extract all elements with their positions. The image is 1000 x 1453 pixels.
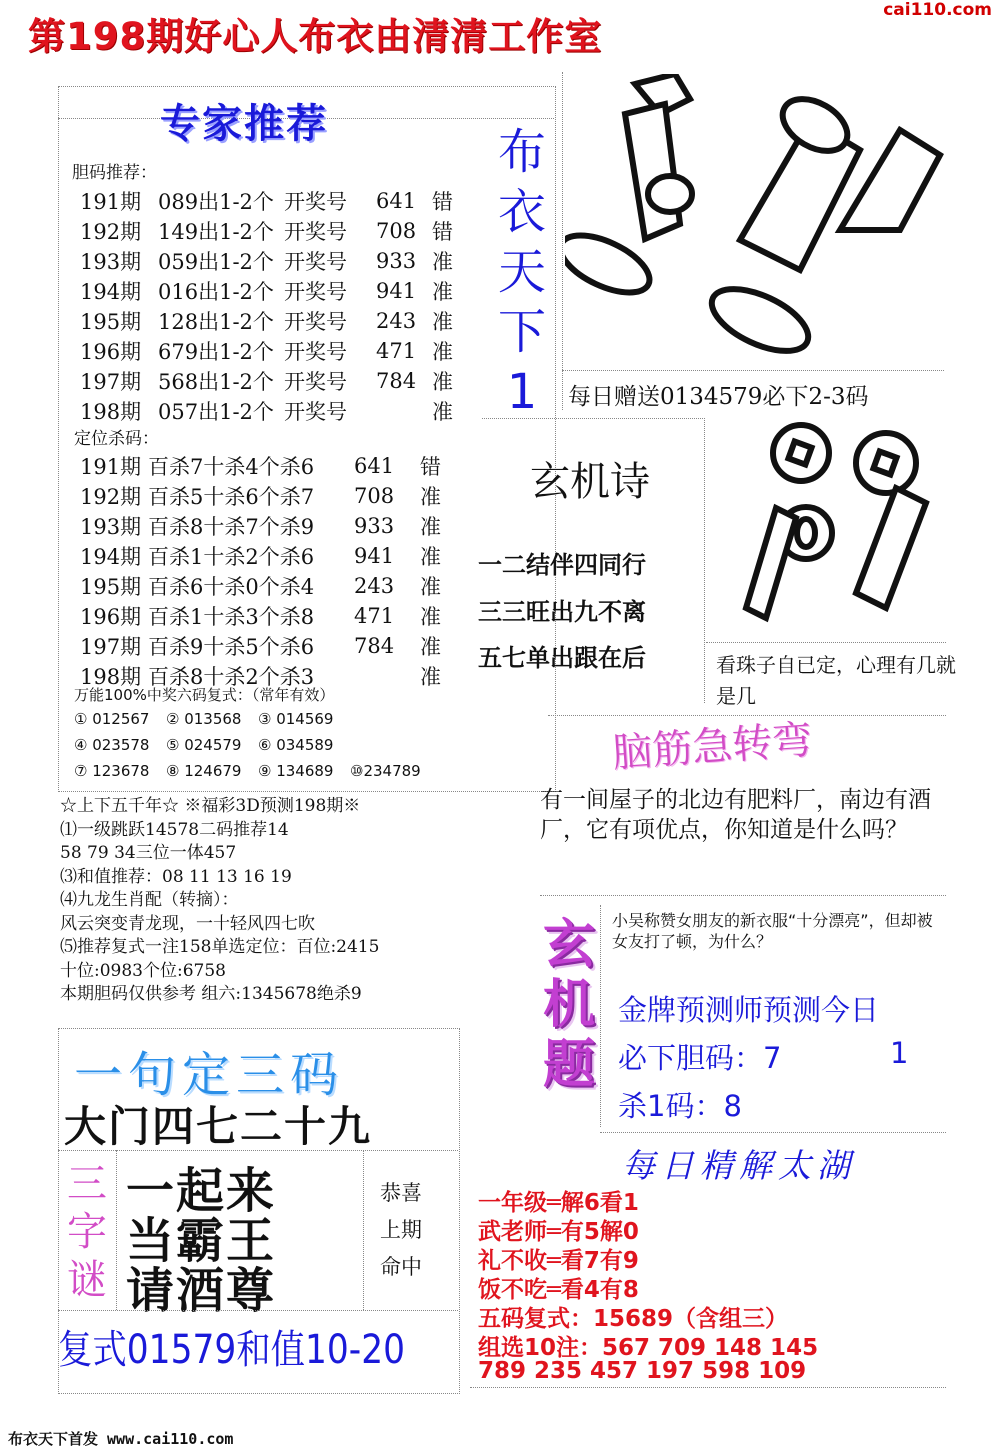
sanzimi-line-1: 一起来 xyxy=(126,1163,277,1219)
result: 准 xyxy=(432,370,453,394)
pick: 128出1-2个 xyxy=(158,310,274,334)
buyi-vertical-title xyxy=(492,122,552,422)
taihu-line: 789 235 457 197 598 109 xyxy=(478,1358,807,1384)
fc3d-line: ☆上下五千年☆ ※福彩3D预测198期※ xyxy=(60,796,361,816)
issue: 195期 xyxy=(80,575,142,599)
coins-image xyxy=(706,418,946,643)
issue: 193期 xyxy=(80,250,142,274)
bead-note: 看珠子自已定，心理有几就是几 xyxy=(716,653,956,708)
six-code: ③ 014569 xyxy=(258,710,334,728)
title-char: 题 xyxy=(542,1035,595,1095)
tag: 开奖号 xyxy=(284,340,347,364)
draw-number xyxy=(376,396,432,426)
issue: 195期 xyxy=(80,310,142,334)
draw-number: 784 xyxy=(376,369,417,393)
fc3d-line: 58 79 34三位一体457 xyxy=(60,843,237,863)
issue: 194期 xyxy=(80,545,142,569)
vertical-char: 布 xyxy=(497,124,546,180)
expert-title: 专家推荐 xyxy=(160,101,328,147)
result: 错 xyxy=(420,455,441,479)
taihu-line: 饭不吃═看4有8 xyxy=(478,1277,639,1303)
pick: 百杀8十杀2个杀3 xyxy=(148,665,315,689)
fc3d-line: ⑴一级跳跃14578二码推荐14 xyxy=(60,819,289,840)
xuanji-ti-title xyxy=(538,915,600,1095)
kill-row xyxy=(80,631,450,661)
yiju-answer: 大门四七二十九 xyxy=(64,1102,373,1151)
page-title: 第198期好心人布衣由清清工作室 xyxy=(28,15,603,58)
taihu-title: 每日精解太湖 xyxy=(622,1146,856,1185)
six-row xyxy=(74,710,442,736)
result: 准 xyxy=(420,485,441,509)
gold-line-2: 必下胆码：7 xyxy=(618,1041,782,1075)
label-char: 字 xyxy=(67,1209,107,1255)
result: 准 xyxy=(420,545,441,569)
poem-line-3: 五七单出跟在后 xyxy=(478,644,646,672)
congrats-line: 恭喜 xyxy=(380,1181,422,1205)
issue: 198期 xyxy=(80,400,142,424)
draw-number xyxy=(354,661,420,691)
tag: 开奖号 xyxy=(284,400,347,424)
fc3d-line: 十位:0983个位:6758 xyxy=(60,960,226,981)
congrats-note xyxy=(380,1175,440,1286)
riddle-text: 小吴称赞女朋友的新衣服“十分漂亮”，但却被女友打了顿，为什么？ xyxy=(612,911,933,951)
result: 准 xyxy=(432,250,453,274)
gold-line-3: 杀1码：8 xyxy=(618,1089,742,1123)
kill-row xyxy=(80,571,450,601)
pick: 057出1-2个 xyxy=(158,400,274,424)
issue: 191期 xyxy=(80,455,142,479)
draw-number: 708 xyxy=(376,219,417,243)
yiju-title: 一句定三码 xyxy=(74,1047,345,1103)
issue: 196期 xyxy=(80,340,142,364)
congrats-line: 命中 xyxy=(380,1255,422,1279)
draw-number: 641 xyxy=(376,189,417,213)
six-label: 万能100%中奖六码复式：（常年有效） xyxy=(74,686,335,704)
poem-line-1: 一二结伴四同行 xyxy=(478,551,646,579)
pick: 百杀1十杀3个杀8 xyxy=(148,605,315,629)
brain-title: 脑筋急转弯 xyxy=(610,717,814,777)
dan-label: 胆码推荐： xyxy=(72,163,157,183)
issue: 192期 xyxy=(80,485,142,509)
six-code: ⑤ 024579 xyxy=(166,736,242,754)
vertical-char: 天 xyxy=(497,244,546,300)
tag: 开奖号 xyxy=(284,280,347,304)
brain-bottom-divider xyxy=(540,895,946,896)
draw-number: 941 xyxy=(354,544,395,568)
dan-row xyxy=(80,216,462,246)
dan-table xyxy=(80,186,462,426)
gift-divider xyxy=(562,370,944,371)
draw-number: 243 xyxy=(376,309,417,333)
draw-number: 243 xyxy=(354,574,395,598)
result: 准 xyxy=(420,635,441,659)
six-code: ② 013568 xyxy=(166,710,242,728)
six-code-list xyxy=(74,710,442,788)
bead-divider xyxy=(706,642,946,643)
gold-line-2b: 1 xyxy=(890,1036,909,1070)
fc3d-line: ⑷九龙生肖配（转摘）： xyxy=(60,890,239,910)
pick: 059出1-2个 xyxy=(158,250,274,274)
taihu-box-border xyxy=(470,1135,946,1388)
issue: 194期 xyxy=(80,280,142,304)
draw-number: 941 xyxy=(376,279,417,303)
fushi-summary: 复式01579和值10-20 xyxy=(58,1327,405,1373)
draw-number: 933 xyxy=(376,249,417,273)
pick: 百杀9十杀5个杀6 xyxy=(148,635,315,659)
kill-label: 定位杀码： xyxy=(74,429,159,449)
six-code: ④ 023578 xyxy=(74,736,150,754)
fc3d-line: ⑸推荐复式一注158单选定位：百位:2415 xyxy=(60,937,380,957)
sanzimi-line-3: 请酒尊 xyxy=(126,1263,277,1319)
six-row xyxy=(74,736,442,762)
six-code: ⑩234789 xyxy=(350,762,421,780)
pick: 089出1-2个 xyxy=(158,190,274,214)
pick: 149出1-2个 xyxy=(158,220,274,244)
vertical-char: 下 xyxy=(497,304,546,360)
result: 准 xyxy=(432,400,453,424)
dan-row xyxy=(80,396,462,426)
label-char: 谜 xyxy=(67,1257,107,1303)
result: 准 xyxy=(432,310,453,334)
vertical-char: 衣 xyxy=(497,184,546,240)
result: 准 xyxy=(420,575,441,599)
pick: 百杀1十杀2个杀6 xyxy=(148,545,315,569)
dan-row xyxy=(80,276,462,306)
fc3d-line: 本期胆码仅供参考 组六:1345678绝杀9 xyxy=(60,984,362,1004)
tag: 开奖号 xyxy=(284,190,347,214)
congrats-line: 上期 xyxy=(380,1218,422,1242)
pick: 百杀5十杀6个杀7 xyxy=(148,485,315,509)
dan-row xyxy=(80,306,462,336)
issue: 197期 xyxy=(80,370,142,394)
pick: 百杀7十杀4个杀6 xyxy=(148,455,315,479)
pick: 568出1-2个 xyxy=(158,370,274,394)
draw-number: 784 xyxy=(354,634,395,658)
issue: 192期 xyxy=(80,220,142,244)
taihu-line: 五码复式：15689（含组三） xyxy=(478,1306,789,1332)
poem-title: 玄机诗 xyxy=(530,459,650,505)
site-watermark[interactable]: cai110.com xyxy=(883,0,992,20)
daily-gift: 每日赠送0134579必下2-3码 xyxy=(568,384,869,410)
tag: 开奖号 xyxy=(284,220,347,244)
result: 准 xyxy=(432,280,453,304)
issue: 193期 xyxy=(80,515,142,539)
six-code: ① 012567 xyxy=(74,710,150,728)
dice-image xyxy=(700,80,944,380)
dan-row xyxy=(80,336,462,366)
tag: 开奖号 xyxy=(284,250,347,274)
gold-bottom-divider xyxy=(600,1132,946,1133)
gold-line-1: 金牌预测师预测今日 xyxy=(618,993,880,1027)
six-code: ⑨ 134689 xyxy=(258,762,334,780)
sanzimi-line-2: 当霸王 xyxy=(126,1213,277,1269)
draw-number: 708 xyxy=(354,484,395,508)
pick: 百杀8十杀7个杀9 xyxy=(148,515,315,539)
taihu-line: 礼不收═看7有9 xyxy=(478,1248,639,1274)
draw-number: 471 xyxy=(354,604,395,628)
brain-question: 有一间屋子的北边有肥料厂，南边有酒厂，它有项优点，你知道是什么吗？ xyxy=(540,787,931,843)
label-char: 三 xyxy=(67,1161,107,1207)
issue: 196期 xyxy=(80,605,142,629)
six-row xyxy=(74,762,442,788)
taihu-line: 组选10注：567 709 148 145 xyxy=(478,1335,819,1361)
pick: 679出1-2个 xyxy=(158,340,274,364)
issue: 198期 xyxy=(80,665,142,689)
tag: 开奖号 xyxy=(284,310,347,334)
dan-row xyxy=(80,366,462,396)
fc3d-line: ⑶和值推荐：08 11 13 16 19 xyxy=(60,866,292,887)
issue: 191期 xyxy=(80,190,142,214)
title-char: 机 xyxy=(542,975,595,1035)
kill-row xyxy=(80,511,450,541)
issue: 197期 xyxy=(80,635,142,659)
pick: 百杀6十杀0个杀4 xyxy=(148,575,315,599)
kill-row xyxy=(80,541,450,571)
result: 准 xyxy=(420,605,441,629)
sanzimi-label xyxy=(62,1160,112,1304)
fc3d-prediction xyxy=(60,795,540,1007)
fushi-divider xyxy=(58,1310,458,1311)
dan-row xyxy=(80,246,462,276)
taihu-line: 武老师═有5解0 xyxy=(478,1219,639,1245)
poem-line-2: 三三旺出九不离 xyxy=(478,598,646,626)
draw-number: 641 xyxy=(354,454,395,478)
result: 错 xyxy=(432,220,453,244)
result: 准 xyxy=(432,340,453,364)
footer-credit: 布衣天下首发 www.cai110.com xyxy=(8,1430,234,1448)
result: 准 xyxy=(420,515,441,539)
six-code: ⑦ 123678 xyxy=(74,762,150,780)
result: 错 xyxy=(432,190,453,214)
tag: 开奖号 xyxy=(284,370,347,394)
draw-number: 933 xyxy=(354,514,395,538)
fc3d-line: 风云突变青龙现，一十轻风四七吹 xyxy=(60,913,315,934)
taihu-line: 一年级═解6看1 xyxy=(478,1190,639,1216)
result: 准 xyxy=(420,665,441,689)
kill-row xyxy=(80,601,450,631)
six-code: ⑥ 034589 xyxy=(258,736,334,754)
draw-number: 471 xyxy=(376,339,417,363)
kill-table xyxy=(80,451,450,691)
kill-row xyxy=(80,451,450,481)
six-code: ⑧ 124679 xyxy=(166,762,242,780)
vertical-char: 1 xyxy=(506,364,538,420)
pick: 016出1-2个 xyxy=(158,280,274,304)
dan-row xyxy=(80,186,462,216)
kill-row xyxy=(80,481,450,511)
title-char: 玄 xyxy=(542,915,595,975)
